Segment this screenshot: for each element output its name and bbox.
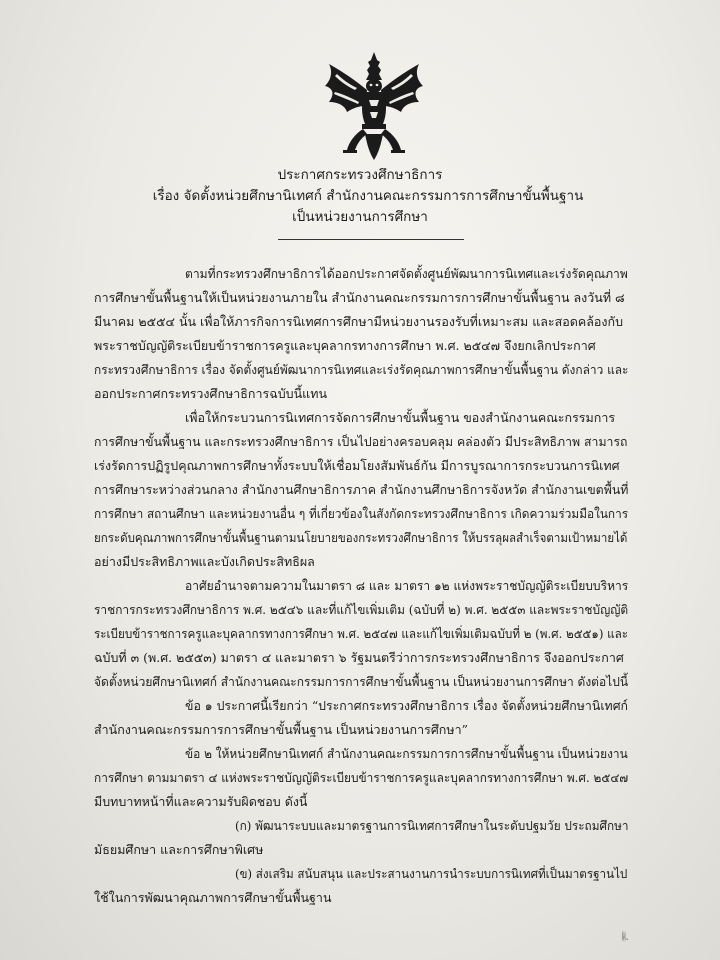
body-line: สำนักงานคณะกรรมการการศึกษาขั้นพื้นฐาน เป็นหน่วยงานการศึกษา” <box>94 722 469 737</box>
body-line: ออกประกาศกระทรวงศึกษาธิการฉบับนี้แทน <box>94 386 328 401</box>
body-line: การศึกษา สถานศึกษา และหน่วยงานอื่น ๆ ที่เกี่ยวข้องในสังกัดกระทรวงศึกษาธิการ เกิดความร่วมมือในการ <box>94 506 629 521</box>
body-line: ระเบียบข้าราชการครูและบุคลากรทางการศึกษา พ.ศ. ๒๕๔๗ และแก้ไขเพิ่มเติมฉบับที่ ๒ (พ.ศ. ๒๕๕๑) และ <box>94 626 629 641</box>
announcement-subject-continued: เป็นหน่วยงานการศึกษา <box>292 209 428 225</box>
body-line: ฉบับที่ ๓ (พ.ศ. ๒๕๕๓) มาตรา ๔ และมาตรา ๖ รัฐมนตรีว่าการกระทรวงศึกษาธิการ จึงออกประกาศ <box>94 650 624 665</box>
garuda-emblem-icon <box>321 50 427 162</box>
page-continuation-marker: /(ค) ... <box>622 928 629 943</box>
body-line: ราชการกระทรวงศึกษาธิการ พ.ศ. ๒๕๔๖ และที่แก้ไขเพิ่มเติม (ฉบับที่ ๒) พ.ศ. ๒๕๕๓ และพระราชบัญญัติ <box>94 602 629 617</box>
body-line: ใช้ในการพัฒนาคุณภาพการศึกษาขั้นพื้นฐาน <box>94 890 332 905</box>
body-line: มีนาคม ๒๕๕๔ นั้น เพื่อให้ภารกิจการนิเทศการศึกษามีหน่วยงานรองรับที่เหมาะสม และสอดคล้องกับ <box>94 314 624 329</box>
clause-2-item-a: (ก) พัฒนาระบบและมาตรฐานการนิเทศการศึกษาในระดับปฐมวัย ประถมศึกษา <box>235 818 629 833</box>
body-line: มีบทบาทหน้าที่และความรับผิดชอบ ดังนี้ <box>94 794 308 809</box>
body-line: มัธยมศึกษา และการศึกษาพิเศษ <box>94 842 264 857</box>
body-line: อย่างมีประสิทธิภาพและบังเกิดประสิทธิผล <box>94 554 315 569</box>
body-line: การศึกษาขั้นพื้นฐานให้เป็นหน่วยงานภายใน สำนักงานคณะกรรมการการศึกษาขั้นพื้นฐาน ลงวันที่ ๘ <box>94 290 625 305</box>
body-line: การศึกษา ตามมาตรา ๔ แห่งพระราชบัญญัติระเบียบข้าราชการครูและบุคลากรทางการศึกษา พ.ศ. ๒๕๔๗ <box>94 770 629 785</box>
body-line: อาศัยอำนาจตามความในมาตรา ๘ และ มาตรา ๑๒ แห่งพระราชบัญญัติระเบียบบริหาร <box>185 578 629 593</box>
body-line: การศึกษาระหว่างส่วนกลาง สำนักงานศึกษาธิการภาค สำนักงานศึกษาธิการจังหวัด สำนักงานเขตพื้นที่ <box>94 482 629 497</box>
body-line: กระทรวงศึกษาธิการ เรื่อง จัดตั้งศูนย์พัฒนาการนิเทศและเร่งรัดคุณภาพการศึกษาขั้นพื้นฐาน ดังกล่าว และ <box>94 362 629 377</box>
clause-1: ข้อ ๑ ประกาศนี้เรียกว่า “ประกาศกระทรวงศึกษาธิการ เรื่อง จัดตั้งหน่วยศึกษานิเทศก์ <box>185 698 629 713</box>
body-line: การศึกษาขั้นพื้นฐาน และกระทรวงศึกษาธิการ เป็นไปอย่างครอบคลุม คล่องตัว มีประสิทธิภาพ สามารถ <box>94 434 628 449</box>
body-line: ยกระดับคุณภาพการศึกษาขั้นพื้นฐานตามนโยบายของกระทรวงศึกษาธิการ ให้บรรลุผลสำเร็จตามเป้าหมายได้ <box>94 530 628 545</box>
body-line: เพื่อให้กระบวนการนิเทศการจัดการศึกษาขั้นพื้นฐาน ของสำนักงานคณะกรรมการ <box>185 410 616 425</box>
announcement-title: ประกาศกระทรวงศึกษาธิการ <box>277 167 443 183</box>
body-line: ตามที่กระทรวงศึกษาธิการได้ออกประกาศจัดตั้งศูนย์พัฒนาการนิเทศและเร่งรัดคุณภาพ <box>185 266 628 281</box>
body-line: เร่งรัดการปฏิรูปคุณภาพการศึกษาทั้งระบบให้เชื่อมโยงสัมพันธ์กัน มีการบูรณาการกระบวนการนิเทศ <box>94 458 620 473</box>
clause-2: ข้อ ๒ ให้หน่วยศึกษานิเทศก์ สำนักงานคณะกรรมการการศึกษาขั้นพื้นฐาน เป็นหน่วยงาน <box>185 746 628 761</box>
body-line: จัดตั้งหน่วยศึกษานิเทศก์ สำนักงานคณะกรรมการการศึกษาขั้นพื้นฐาน เป็นหน่วยงานการศึกษา ดังต่อไปนี้ <box>94 674 629 689</box>
announcement-subject: เรื่อง จัดตั้งหน่วยศึกษานิเทศก์ สำนักงานคณะกรรมการการศึกษาขั้นพื้นฐาน <box>152 188 584 204</box>
body-line: พระราชบัญญัติระเบียบข้าราชการครูและบุคลากรทางการศึกษา พ.ศ. ๒๕๔๗ จึงยกเลิกประกาศ <box>94 338 596 353</box>
clause-2-item-b: (ข) ส่งเสริม สนับสนุน และประสานงานการนำระบบการนิเทศที่เป็นมาตรฐานไป <box>235 866 628 881</box>
title-divider <box>278 239 464 240</box>
